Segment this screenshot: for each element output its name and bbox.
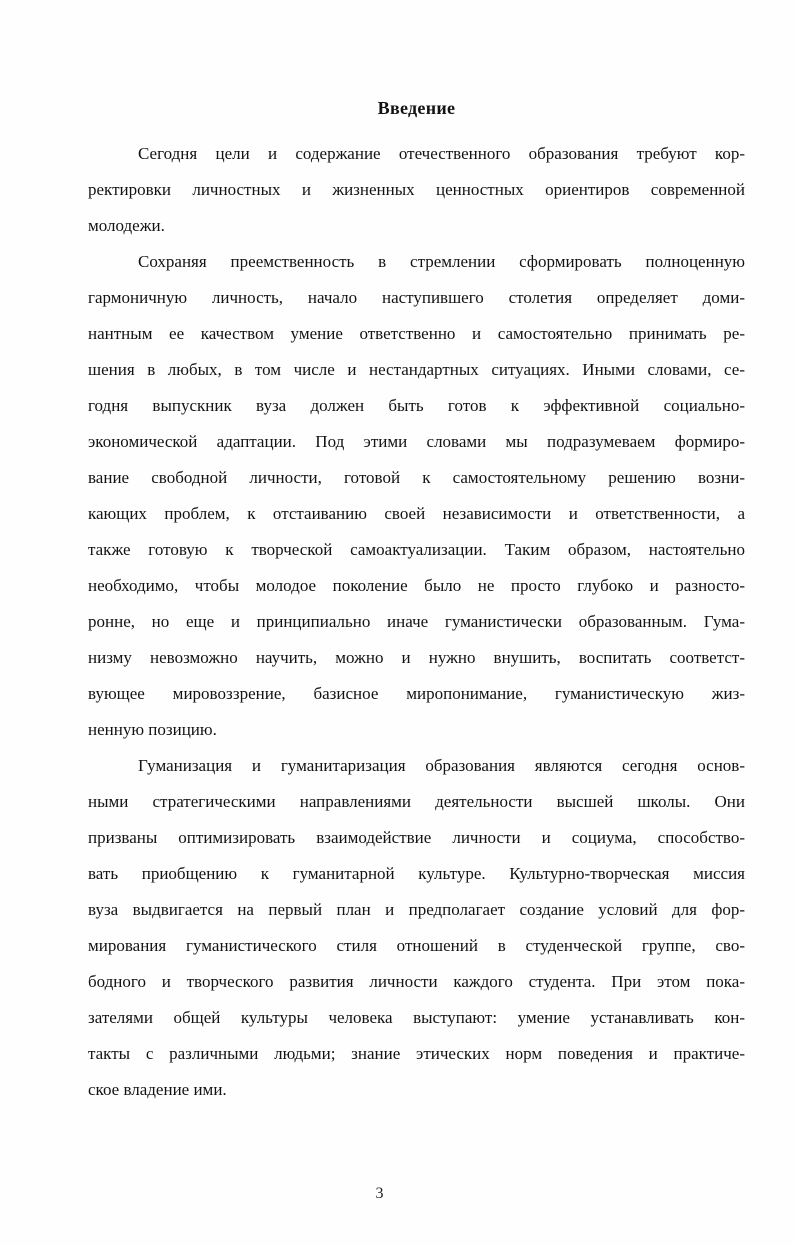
text-line: необходимо, чтобы молодое поколение было не просто глубоко и разносто- bbox=[88, 576, 745, 595]
paragraph bbox=[88, 244, 745, 748]
text-line: нантным ее качеством умение ответственно и самостоятельно принимать ре- bbox=[88, 324, 745, 343]
text-line: бодного и творческого развития личности каждого студента. При этом пока- bbox=[88, 972, 745, 991]
text-line: вуза выдвигается на первый план и предполагает создание условий для фор- bbox=[88, 900, 745, 919]
paragraph bbox=[88, 136, 745, 244]
text-line: годня выпускник вуза должен быть готов к эффективной социально- bbox=[88, 396, 745, 415]
page-number: 3 bbox=[375, 1185, 384, 1202]
text-line: низму невозможно научить, можно и нужно внушить, воспитать соответст- bbox=[88, 648, 745, 667]
text-line: экономической адаптации. Под этими словами мы подразумеваем формиро- bbox=[88, 432, 745, 451]
text-line: Сегодня цели и содержание отечественного образования требуют кор- bbox=[138, 144, 745, 163]
text-line: кающих проблем, к отстаиванию своей независимости и ответственности, а bbox=[88, 504, 745, 523]
section-title: Введение bbox=[377, 98, 456, 118]
text-line: вать приобщению к гуманитарной культуре. Культурно-творческая миссия bbox=[88, 864, 745, 883]
text-line: гармоничную личность, начало наступившего столетия определяет доми- bbox=[88, 288, 745, 307]
text-line: молодежи. bbox=[88, 216, 165, 235]
text-line: ронне, но еще и принципиально иначе гуманистически образованным. Гума- bbox=[88, 612, 745, 631]
text-line: вание свободной личности, готовой к самостоятельному решению возни- bbox=[88, 468, 745, 487]
text-line: Гуманизация и гуманитаризация образования являются сегодня основ- bbox=[138, 756, 745, 775]
paragraph bbox=[88, 748, 745, 1108]
text-line: мирования гуманистического стиля отношений в студенческой группе, сво- bbox=[88, 936, 745, 955]
text-line: Сохраняя преемственность в стремлении сформировать полноценную bbox=[138, 252, 745, 271]
text-line: ское владение ими. bbox=[88, 1080, 227, 1099]
text-line: шения в любых, в том числе и нестандартных ситуациях. Иными словами, се- bbox=[88, 360, 745, 379]
text-line: зателями общей культуры человека выступают: умение устанавливать кон- bbox=[88, 1008, 745, 1027]
text-line: также готовую к творческой самоактуализации. Таким образом, настоятельно bbox=[88, 540, 745, 559]
text-line: ректировки личностных и жизненных ценностных ориентиров современной bbox=[88, 180, 745, 199]
text-line: ными стратегическими направлениями деятельности высшей школы. Они bbox=[88, 792, 745, 811]
text-line: такты с различными людьми; знание этических норм поведения и практиче- bbox=[88, 1044, 745, 1063]
text-line: ненную позицию. bbox=[88, 720, 217, 739]
text-line: призваны оптимизировать взаимодействие личности и социума, способство- bbox=[88, 828, 745, 847]
text-line: вующее мировоззрение, базисное миропонимание, гуманистическую жиз- bbox=[88, 684, 745, 703]
